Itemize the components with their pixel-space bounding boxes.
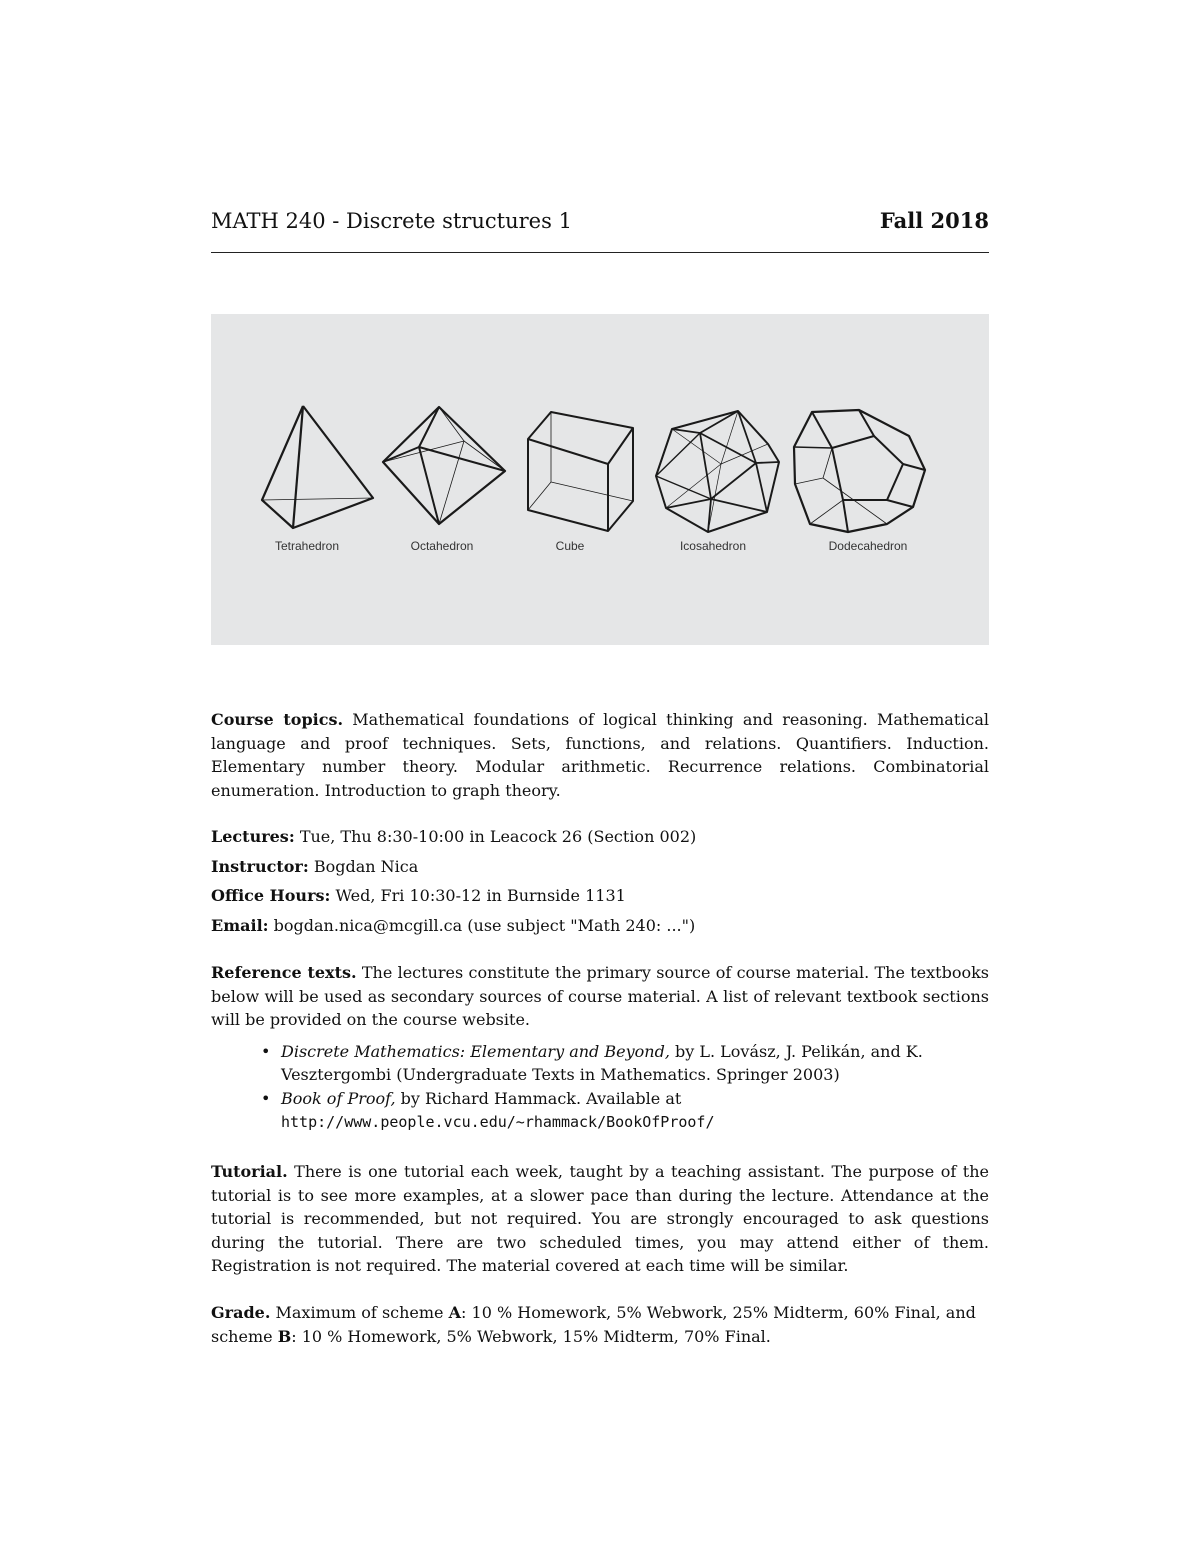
tutorial-text: There is one tutorial each week, taught by a teaching assistant. The purpose of the tutorial is to see more examples, at a slower pace than during the lecture. Attendance at the tutorial is recommended, but not required. You are strongly encouraged to ask questions during the tutorial. There are two scheduled times, you may attend either of them. Registration is not required. The material covered at each time will be similar. bbox=[211, 1162, 989, 1275]
book2-title: Book of Proof, bbox=[281, 1088, 396, 1108]
reference-texts-text: The lectures constitute the primary source of course material. The textbooks below will be used as secondary sources of course material. A list of relevant textbook sections will be provided on the course website. bbox=[211, 963, 989, 1029]
grade-intro: Maximum of scheme bbox=[275, 1303, 444, 1322]
instructor-label: Instructor: bbox=[211, 856, 309, 876]
grade-paragraph bbox=[211, 1301, 989, 1348]
octahedron-label: Octahedron bbox=[410, 539, 474, 553]
cube-label: Cube bbox=[555, 539, 585, 553]
icosahedron-label: Icosahedron bbox=[679, 539, 747, 553]
reference-item bbox=[261, 1087, 989, 1135]
platonic-solids-figure bbox=[211, 314, 989, 645]
tetrahedron-label: Tetrahedron bbox=[274, 539, 340, 553]
scheme-b-label: B bbox=[277, 1326, 292, 1346]
reference-item bbox=[261, 1040, 989, 1087]
scheme-b-text: : 10 % Homework, 5% Webwork, 15% Midterm, 70% Final. bbox=[291, 1326, 771, 1346]
cube-shape bbox=[528, 412, 633, 531]
grade-heading: Grade. bbox=[211, 1303, 271, 1322]
lectures-value: Tue, Thu 8:30-10:00 in Leacock 26 (Section 002) bbox=[299, 827, 697, 846]
course-info-block bbox=[211, 822, 989, 940]
course-topics-text: Mathematical foundations of logical thinking and reasoning. Mathematical language and proof techniques. Sets, functions, and relations. Quantifiers. Induction. Elementary number theory. Modular arithmetic. Recurrence relations. Combinatorial enumeration. Introduction to graph theory. bbox=[211, 710, 990, 800]
grade-mid: and scheme bbox=[211, 1303, 976, 1346]
office-hours-label: Office Hours: bbox=[211, 886, 331, 905]
dodecahedron-shape bbox=[794, 410, 925, 532]
polyhedra-drawing bbox=[211, 314, 989, 645]
tutorial-heading: Tutorial. bbox=[211, 1162, 288, 1181]
tetrahedron-shape bbox=[262, 406, 373, 528]
instructor-value: Bogdan Nica bbox=[313, 856, 419, 876]
instructor-line bbox=[211, 852, 989, 882]
book2-details: by Richard Hammack. Available at bbox=[400, 1088, 682, 1108]
icosahedron-shape bbox=[656, 411, 779, 532]
email-line bbox=[211, 911, 989, 941]
book2-url-link[interactable]: http://www.people.vcu.edu/~rhammack/BookOfProof/ bbox=[281, 1113, 715, 1131]
office-hours-line bbox=[211, 881, 989, 911]
email-label: Email: bbox=[211, 915, 269, 935]
dodecahedron-label: Dodecahedron bbox=[828, 539, 908, 553]
reference-texts-heading: Reference texts. bbox=[211, 963, 357, 982]
scheme-a-label: A bbox=[448, 1303, 462, 1322]
lectures-line bbox=[211, 822, 989, 852]
book1-title: Discrete Mathematics: Elementary and Beyond, bbox=[281, 1041, 670, 1061]
header-rule bbox=[211, 252, 989, 253]
term-label: Fall 2018 bbox=[879, 208, 989, 233]
course-title: MATH 240 - Discrete structures 1 bbox=[211, 209, 572, 233]
reference-list bbox=[211, 1040, 989, 1135]
scheme-a-text: : 10 % Homework, 5% Webwork, 25% Midterm, 60% Final, bbox=[461, 1303, 941, 1322]
course-topics-paragraph bbox=[211, 708, 989, 802]
octahedron-shape bbox=[383, 407, 505, 524]
tutorial-paragraph bbox=[211, 1160, 989, 1278]
office-hours-value: Wed, Fri 10:30-12 in Burnside 1131 bbox=[335, 886, 626, 905]
book1-details: by L. Lovász, J. Pelikán, and K. Vesztergombi (Undergraduate Texts in Mathematics. Springer 2003) bbox=[281, 1041, 923, 1084]
reference-texts-paragraph bbox=[211, 961, 989, 1135]
course-topics-heading: Course topics. bbox=[211, 710, 344, 729]
email-value: bogdan.nica@mcgill.ca (use subject "Math 240: ...") bbox=[273, 915, 696, 935]
lectures-label: Lectures: bbox=[211, 827, 295, 846]
page-header bbox=[211, 208, 989, 240]
